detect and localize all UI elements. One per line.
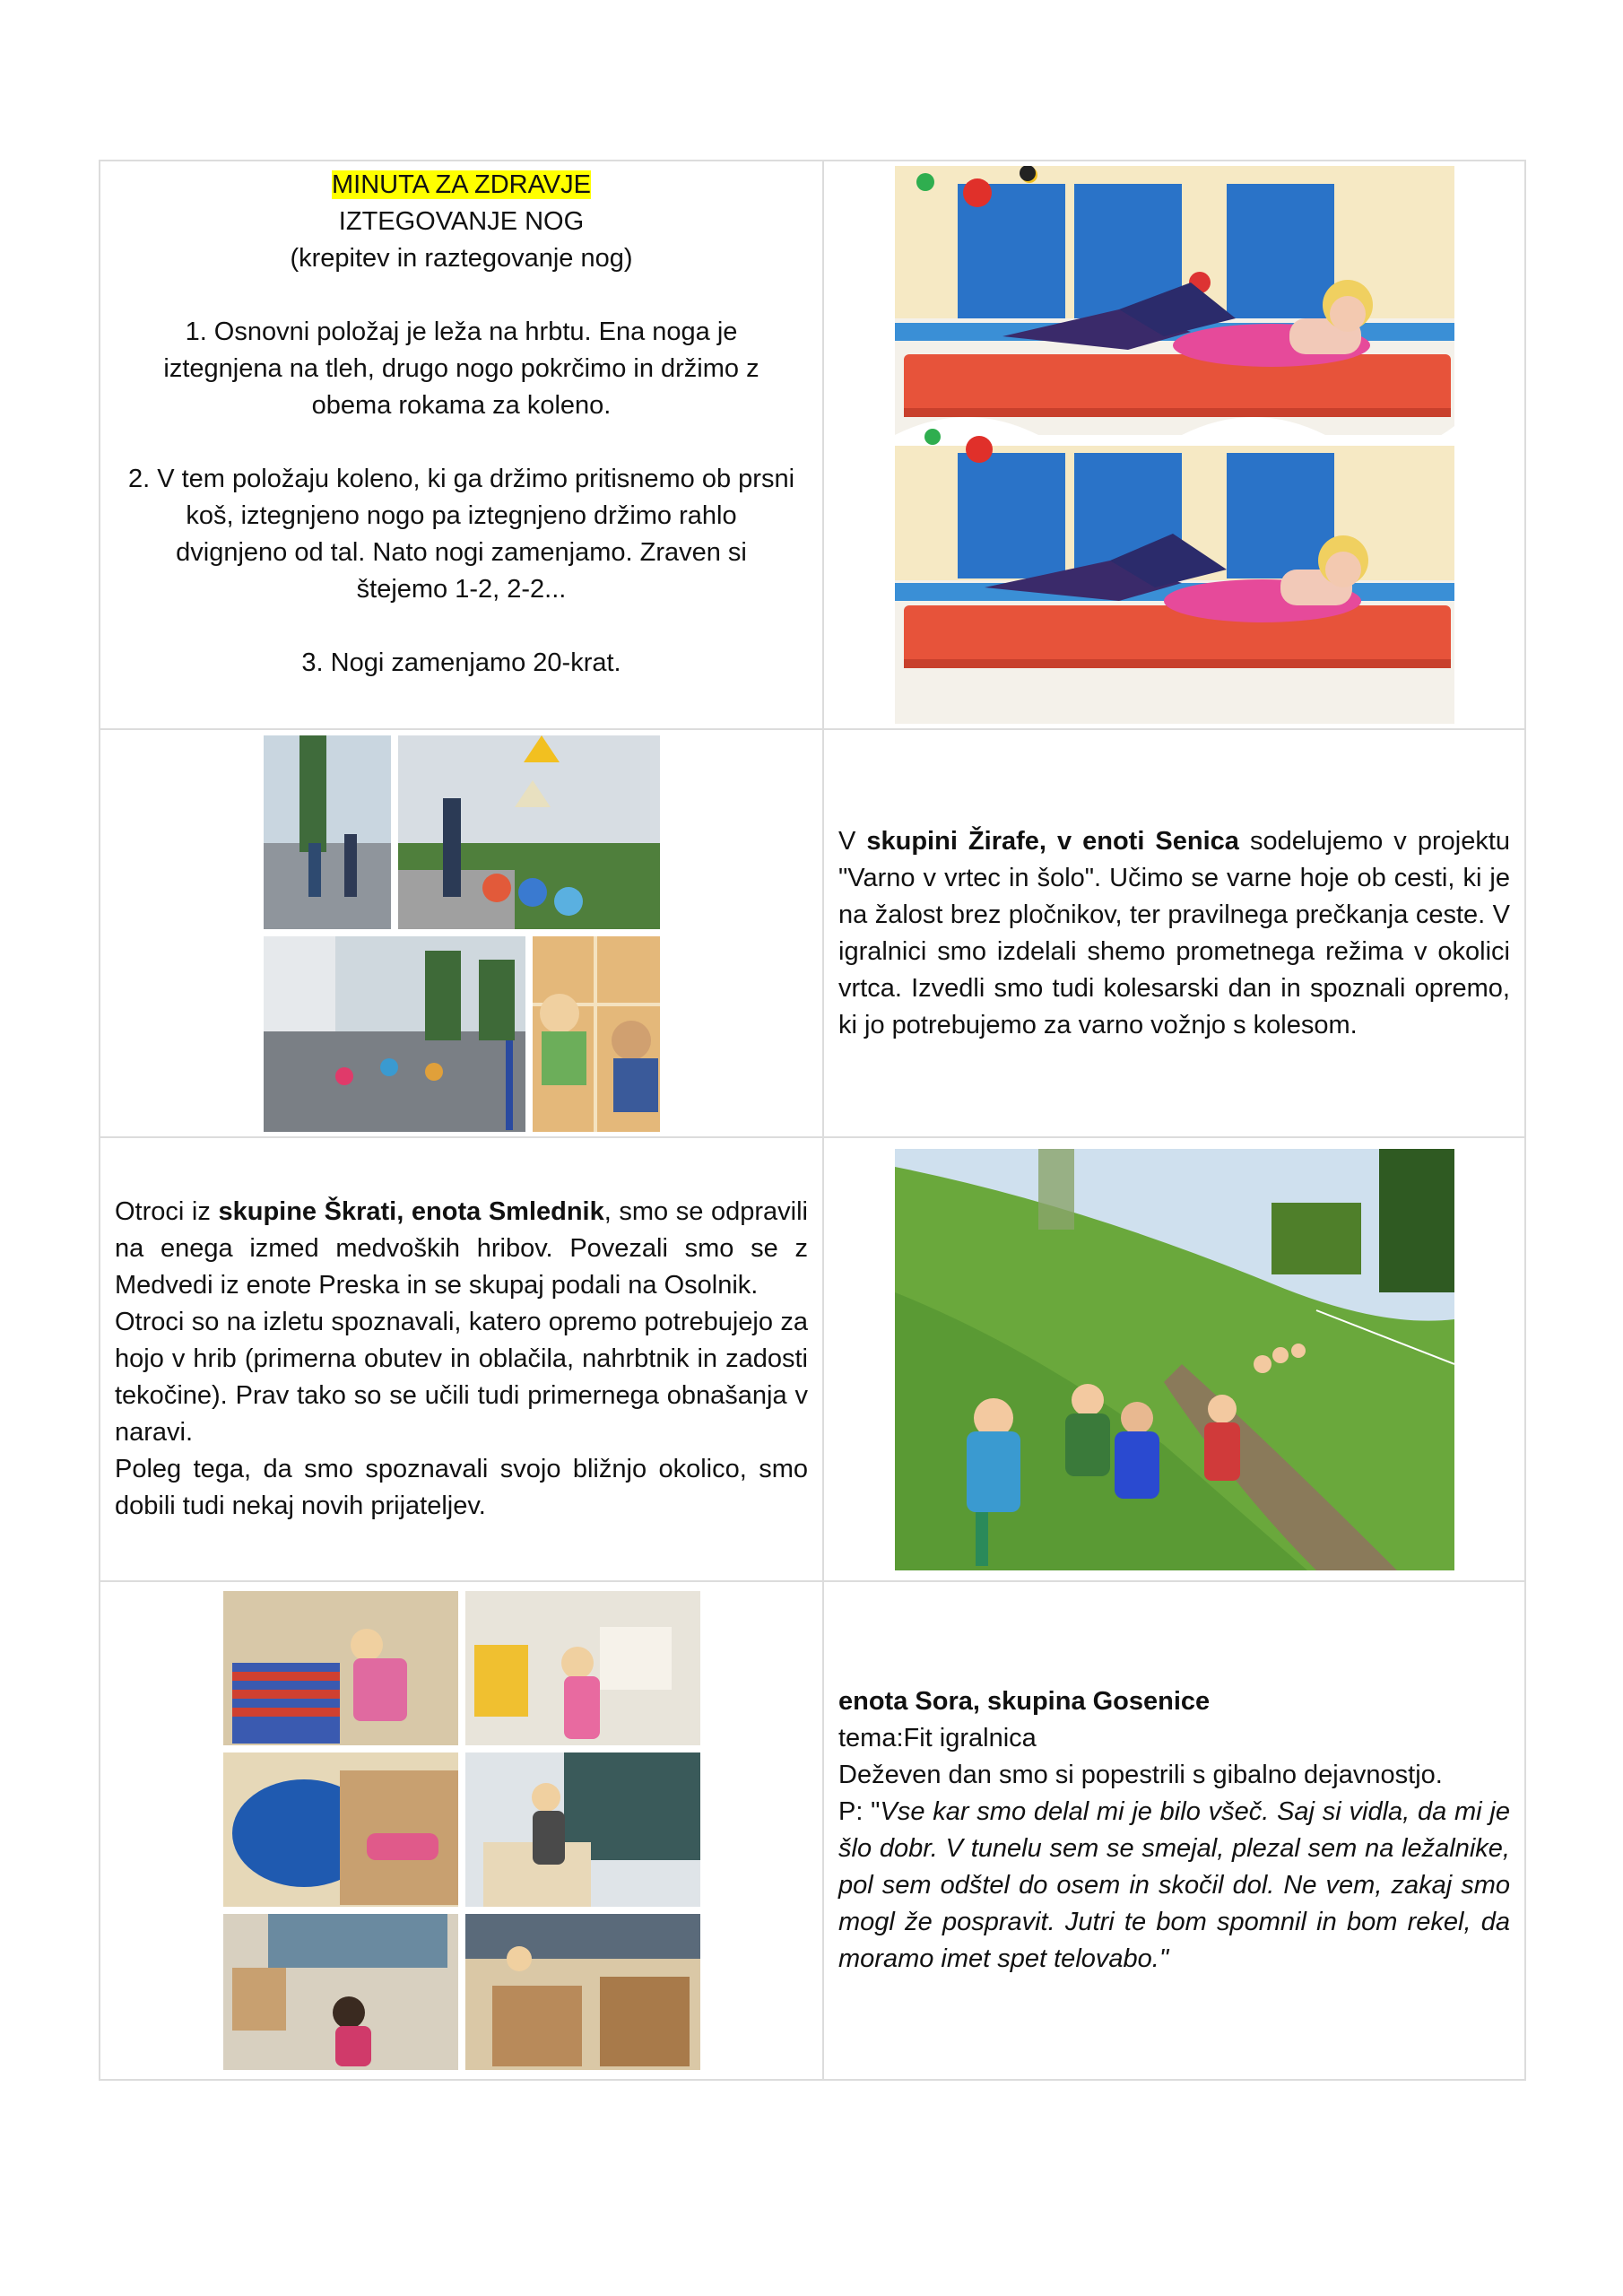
fit-quote	[838, 1794, 1510, 1978]
row-traffic	[100, 729, 1525, 1137]
exercise-photo-cell	[823, 161, 1525, 729]
traffic-body: sodelujemo v projektu "Varno v vrtec in šolo". Učimo se varne hoje ob cesti, ki je na žalost brez pločnikov, ter pravilnega prečkanja ceste. V igralnici smo izdelali shemo prometnega režima v okolici vrtca. Izvedli smo tudi kolesarski dan in spoznali opremo, ki jo potrebujemo za varno vožnjo s kolesom.	[838, 826, 1511, 1039]
hike-paragraph-3: Poleg tega, da smo spoznavali svojo bližnjo okolico, smo dobili tudi nekaj novih prijateljev.	[115, 1455, 808, 1520]
fit-heading: enota Sora, skupina Gosenice	[838, 1687, 1211, 1716]
row-exercise	[100, 161, 1525, 729]
fit-collage	[223, 1591, 700, 2070]
row-hike	[100, 1137, 1525, 1581]
hike-paragraph-2: Otroci so na izletu spoznavali, katero opremo potrebujejo za hojo v hrib (primerna obutev in oblačila, nahrbtnik in zadosti tekočine). Prav tako so se učili tudi primernega obnašanja v naravi.	[115, 1308, 808, 1447]
traffic-prefix: V	[838, 826, 867, 856]
exercise-text-cell	[100, 161, 823, 729]
exercise-subtitle-2: (krepitev in raztegovanje nog)	[290, 244, 633, 273]
fit-line: Deževen dan smo si popestrili s gibalno dejavnostjo.	[838, 1761, 1443, 1789]
hike-photo-cell	[823, 1137, 1525, 1581]
row-fit-room	[100, 1581, 1525, 2080]
hike-paragraph-1	[115, 1194, 808, 1304]
fit-theme: tema:Fit igralnica	[838, 1724, 1037, 1752]
exercise-title: MINUTA ZA ZDRAVJE	[332, 170, 591, 199]
hike-prefix: Otroci iz	[115, 1197, 219, 1226]
fit-text-cell	[823, 1581, 1525, 2080]
exercise-step-1: 1. Osnovni položaj je leža na hrbtu. Ena noga je iztegnjena na tleh, drugo nogo pokrčimo in držimo z obema rokama za koleno.	[163, 317, 759, 420]
hike-text-cell	[100, 1137, 823, 1581]
hike-group-name: skupine Škrati, enota Smlednik	[218, 1197, 604, 1226]
traffic-collage	[264, 735, 660, 1132]
exercise-step-2: 2. V tem položaju koleno, ki ga držimo pritisnemo ob prsni koš, iztegnjeno nogo pa iztegnjeno držimo rahlo dvignjeno od tal. Nato nogi zamenjamo. Zraven si štejemo 1-2, 2-2...	[127, 465, 795, 604]
exercise-photo	[895, 166, 1454, 724]
exercise-subtitle: IZTEGOVANJE NOG	[338, 207, 585, 236]
exercise-step-3: 3. Nogi zamenjamo 20-krat.	[301, 648, 621, 677]
hike-photo	[895, 1149, 1454, 1570]
traffic-text-cell	[823, 729, 1525, 1137]
hike-p1-rest: , smo se odpravili na enega izmed medvoških hribov. Povezali smo se z Medvedi iz enote Preska in se skupaj podali na Osolnik.	[115, 1197, 808, 1300]
traffic-paragraph	[838, 823, 1510, 1044]
fit-quote-prefix: P: "	[838, 1797, 881, 1826]
traffic-group-name: skupini Žirafe, v enoti Senica	[866, 826, 1239, 856]
traffic-photo-cell	[100, 729, 823, 1137]
fit-quote-text: Vse kar smo delal mi je bilo všeč. Saj si vidla, da mi je šlo dobr. V tunelu sem se smejal, plezal sem na ležalnike, pol sem odštel do osem in skočil dol. Ne vem, zakaj smo mogl že pospravit. Jutri te bom spomnil in bom rekel, da moramo imet spet telovabo.	[838, 1797, 1510, 1973]
fit-quote-suffix: "	[1159, 1944, 1169, 1973]
fit-photo-cell	[100, 1581, 823, 2080]
content-table	[99, 160, 1526, 2081]
